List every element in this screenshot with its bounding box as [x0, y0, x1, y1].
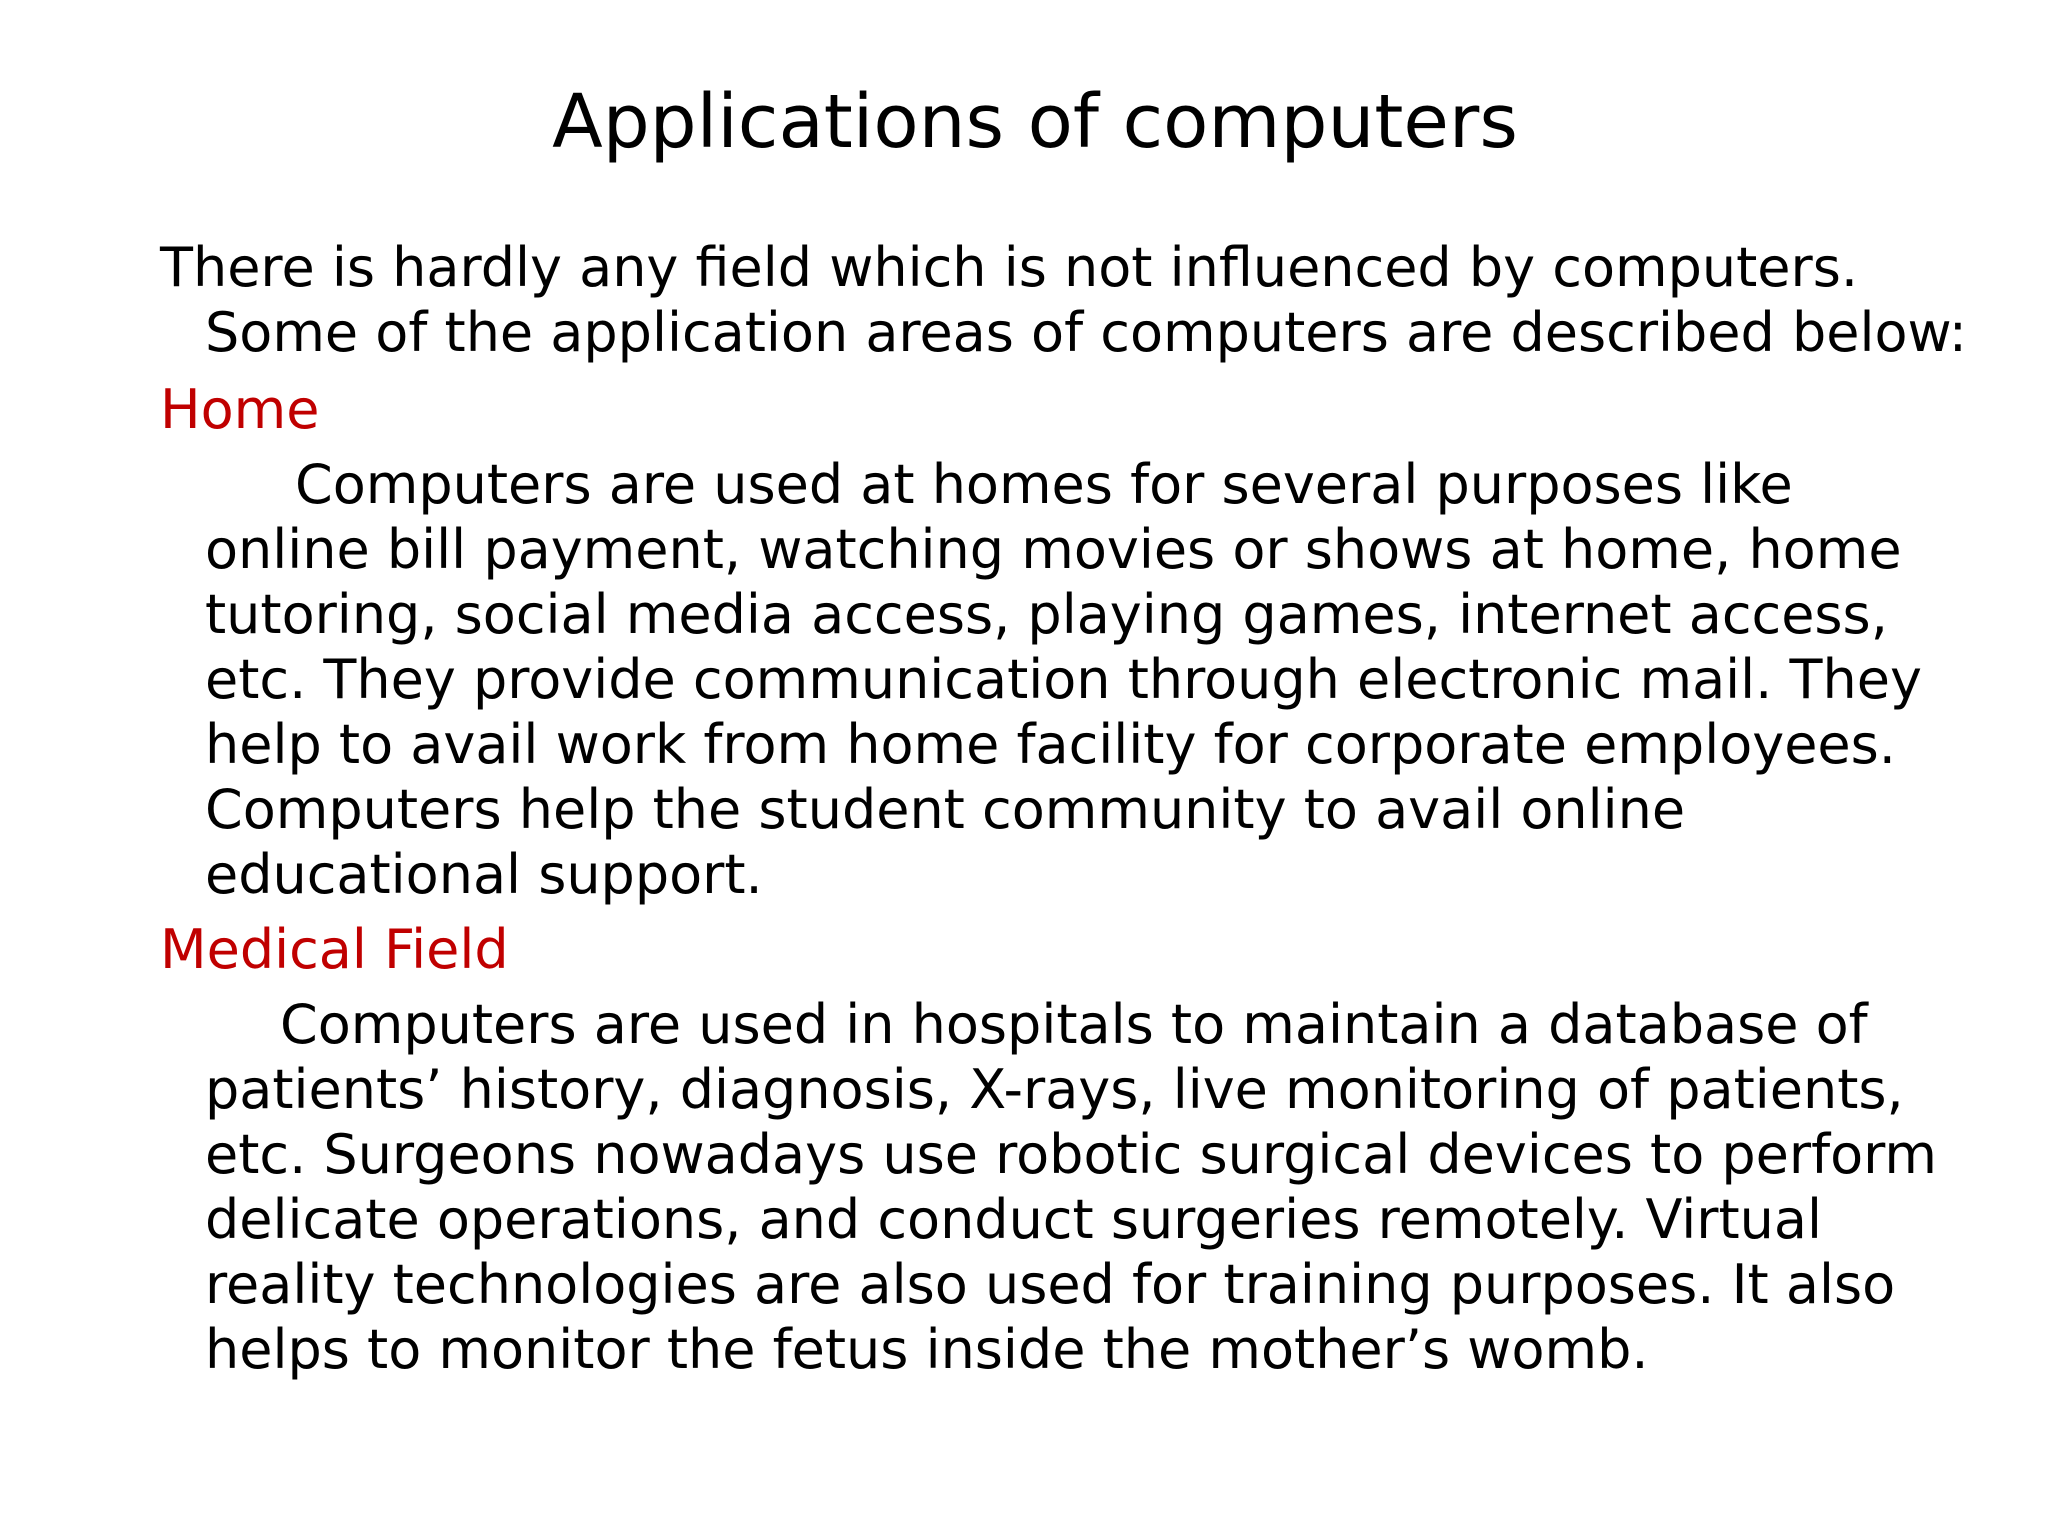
slide-title: Applications of computers — [552, 79, 1518, 165]
slide-body — [160, 235, 2000, 1392]
section-heading-home: Home — [160, 378, 320, 441]
section-text-medical-content: Computers are used in hospitals to maintain a database of patients’ history, diagnosis, X-rays, live monitoring of patients, etc. Surgeons nowadays use robotic surgical devices to perform delicate operations, and conduct surgeries remotely. Virtual reality technologies are also used for training purposes. It also helps to monitor the fetus inside the mother’s womb. — [205, 993, 1938, 1381]
intro-paragraph: There is hardly any field which is not influenced by computers. Some of the application areas of computers are described below: — [160, 236, 1967, 364]
section-text-medical — [205, 992, 1965, 1382]
section-heading-medical: Medical Field — [160, 918, 509, 981]
section-text-home-content: Computers are used at homes for several purposes like online bill payment, watching movies or shows at home, home tutoring, social media access, playing games, internet access, etc. They provide communication through electronic mail. They help to avail work from home facility for corporate employees. Computers help the student community to avail online educational support. — [205, 453, 1922, 906]
section-text-home — [205, 452, 1965, 907]
